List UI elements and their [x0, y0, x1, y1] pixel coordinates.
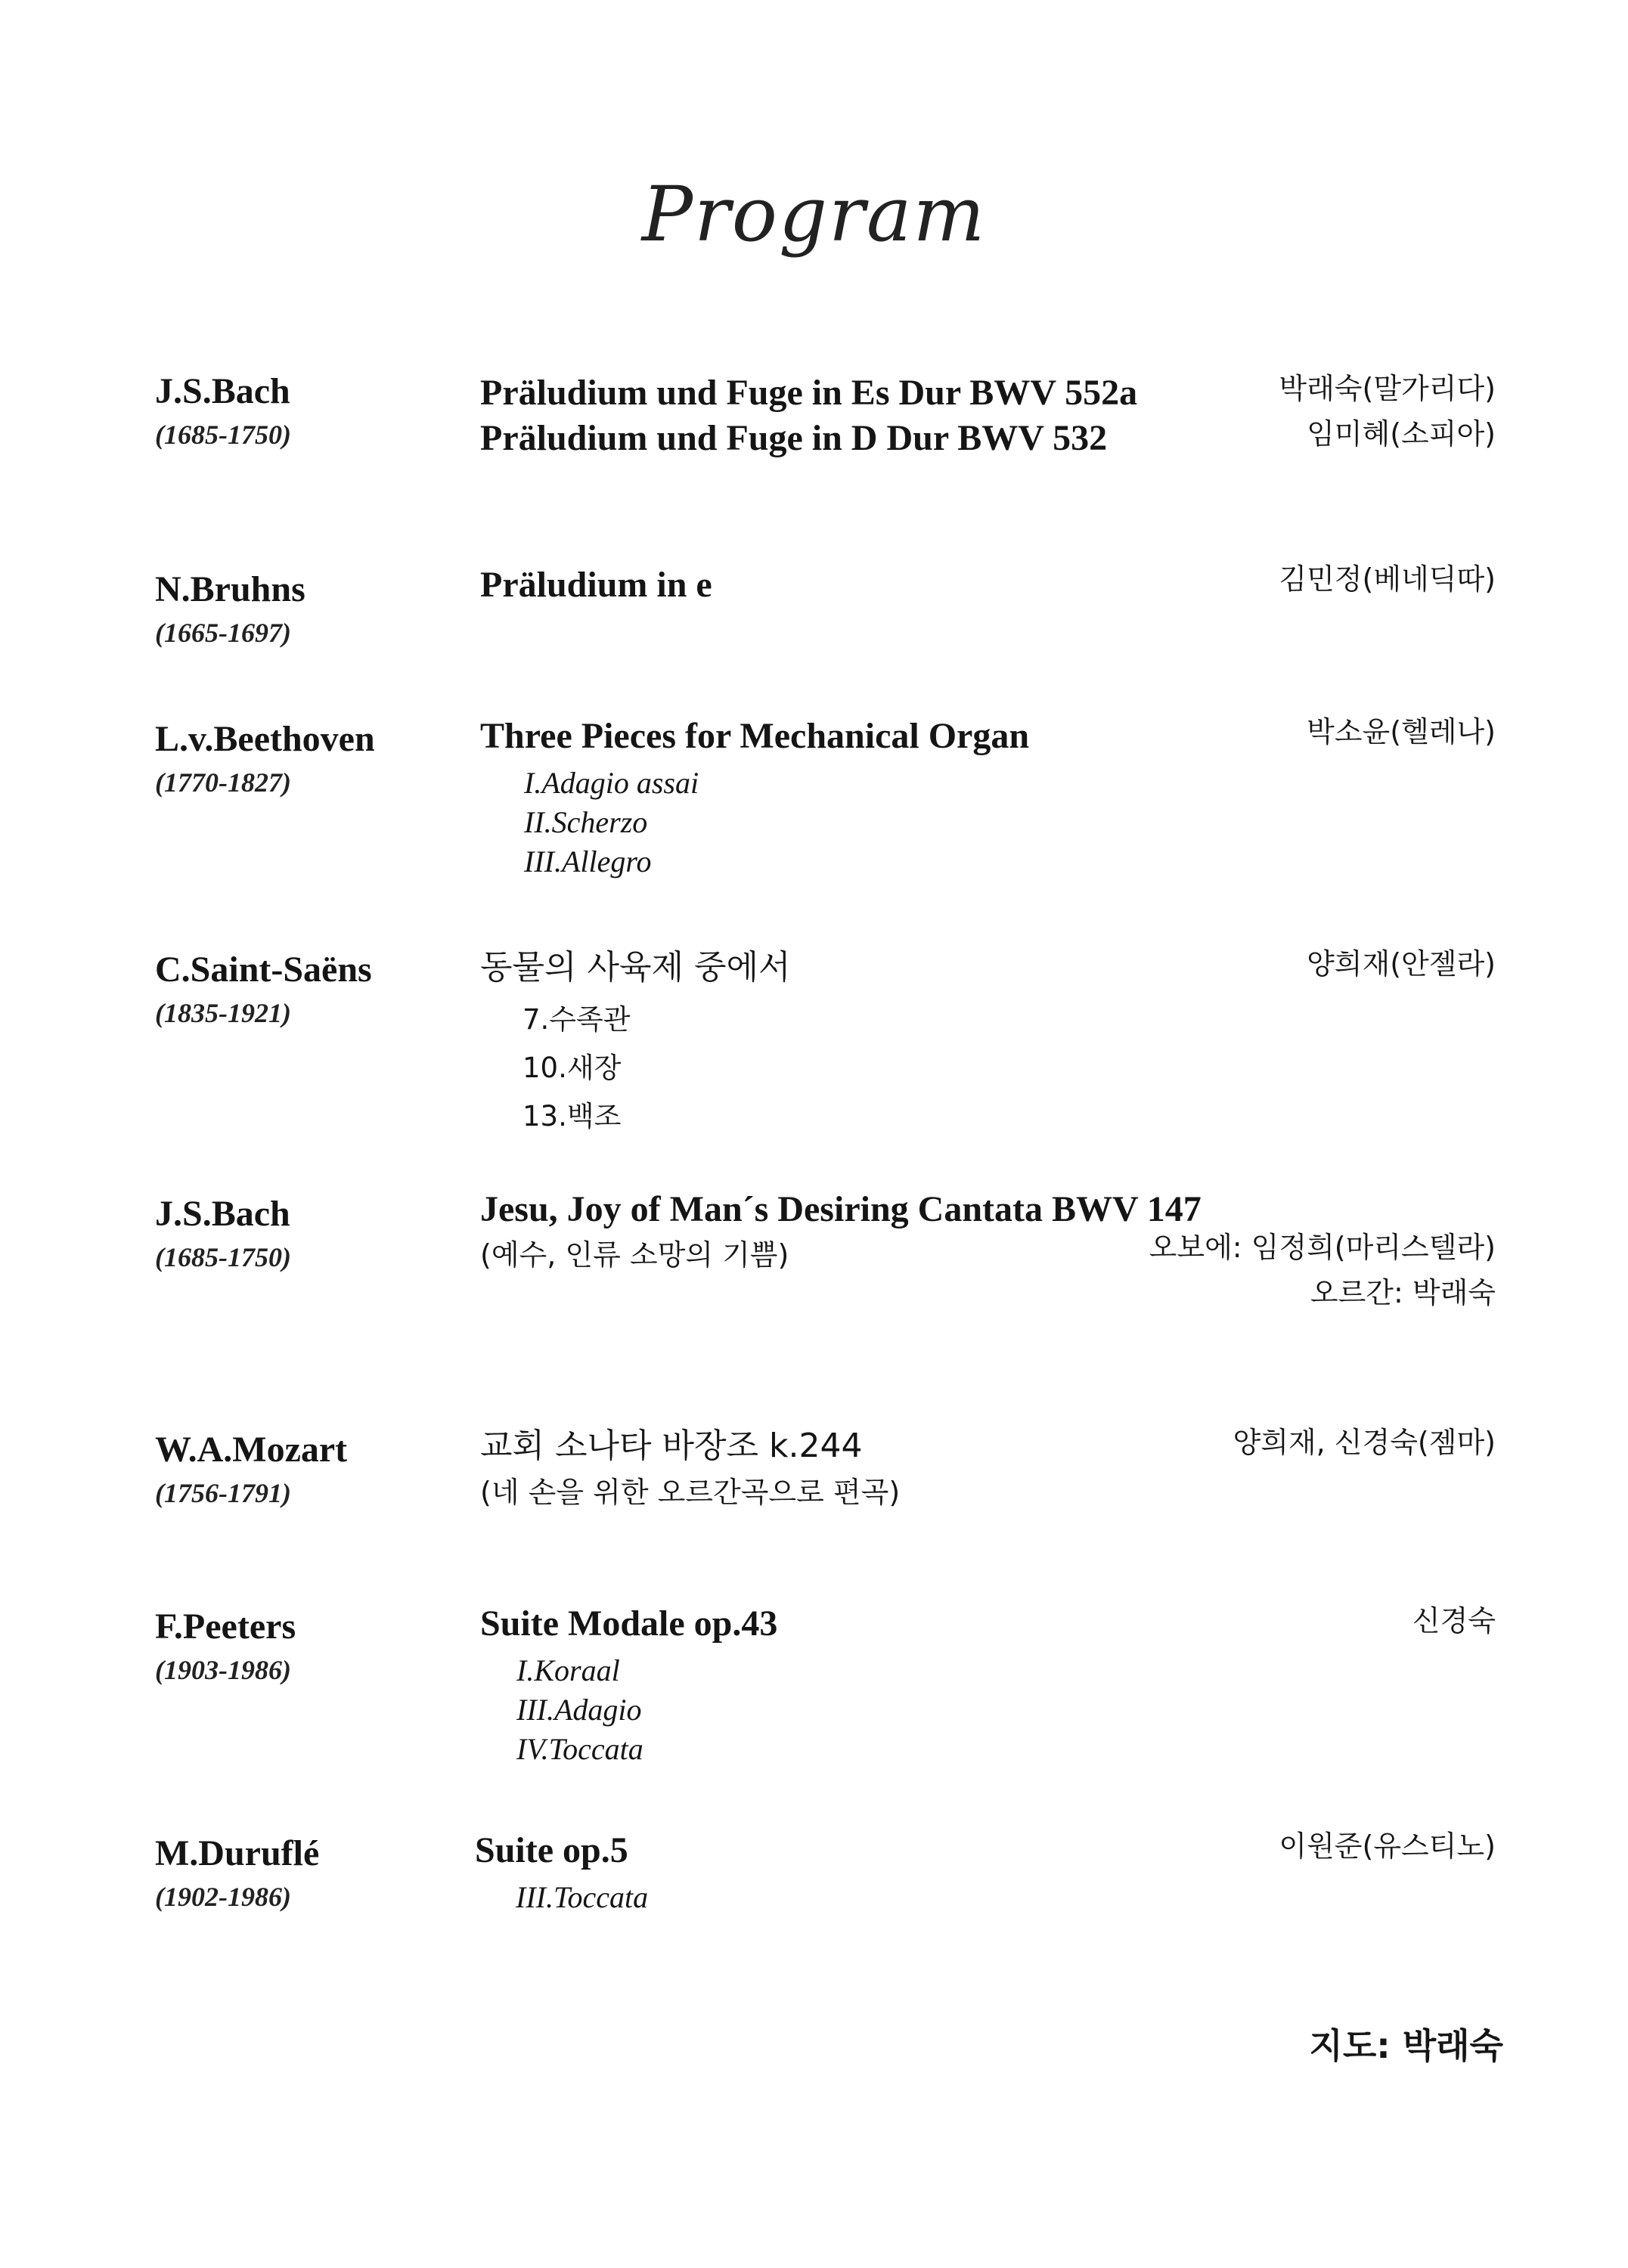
work-list [480, 1423, 900, 1515]
work-list [475, 1828, 648, 1917]
movement: 13.백조 [523, 1100, 622, 1132]
work-title: Präludium und Fuge in D Dur BWV 532 [480, 418, 1108, 458]
composer-years: (1835-1921) [155, 998, 291, 1028]
composer-years: (1685-1750) [155, 420, 291, 450]
program-title: Program [641, 170, 987, 259]
composer-years: (1902-1986) [155, 1882, 291, 1912]
performer-list [1279, 1823, 1496, 1869]
composer-years: (1685-1750) [155, 1242, 291, 1272]
work-title: 교회 소나타 바장조 k.244 [480, 1427, 863, 1465]
movement: III.Toccata [516, 1880, 649, 1914]
work-list [480, 1187, 1202, 1278]
movement: 7.수족관 [523, 1003, 631, 1036]
performer-list [1279, 366, 1496, 457]
movement-list [523, 996, 791, 1141]
performer: 양희재(안젤라) [1307, 947, 1496, 981]
performer-list [1279, 556, 1496, 602]
performer-credits [1149, 1225, 1496, 1315]
work-title: Three Pieces for Mechanical Organ [480, 716, 1030, 756]
composer-years: (1903-1986) [155, 1655, 291, 1685]
performer: 김민정(베네딕따) [1279, 562, 1496, 596]
performer: 오르간: 박래숙 [1310, 1276, 1496, 1309]
performer-list [1307, 709, 1496, 754]
movement: 10.새장 [523, 1052, 622, 1084]
work-list [480, 944, 791, 1141]
composer-name: N.Bruhns [155, 569, 305, 609]
movement: III.Adagio [516, 1693, 642, 1727]
composer-name: M.Duruflé [155, 1833, 320, 1873]
performer-list [1233, 1420, 1496, 1465]
composer-years: (1756-1791) [155, 1478, 291, 1508]
performer-list [1307, 941, 1496, 987]
composer-years: (1665-1697) [155, 618, 291, 648]
composer-name: C.Saint-Saëns [155, 950, 372, 990]
movement: IV.Toccata [516, 1732, 643, 1766]
movement: I.Koraal [516, 1653, 620, 1687]
composer-name: F.Peeters [155, 1606, 296, 1647]
work-title: Jesu, Joy of Man´s Desiring Cantata BWV 147 [480, 1189, 1202, 1229]
composer-years: (1770-1827) [155, 767, 291, 798]
performer: 임미혜(소피아) [1307, 417, 1496, 451]
work-title: Suite op.5 [475, 1830, 628, 1870]
performer-list [1412, 1598, 1496, 1644]
work-list [480, 562, 712, 608]
work-list [480, 714, 1029, 881]
work-list [480, 1601, 777, 1769]
composer-name: J.S.Bach [155, 371, 290, 411]
work-list [480, 370, 1137, 461]
performer: 이원준(유스티노) [1279, 1830, 1496, 1863]
movement-list [516, 1878, 648, 1917]
movement: II.Scherzo [524, 805, 648, 839]
composer-name: J.S.Bach [155, 1194, 290, 1234]
work-title: Präludium in e [480, 565, 712, 605]
work-title: Präludium und Fuge in Es Dur BWV 552a [480, 373, 1138, 413]
work-title: 동물의 사육제 중에서 [480, 948, 791, 987]
performer: 오보에: 임정희(마리스텔라) [1149, 1231, 1496, 1264]
movement: I.Adagio assai [524, 766, 699, 800]
movement-list [524, 764, 1029, 881]
composer-name: W.A.Mozart [155, 1430, 348, 1470]
performer: 신경숙 [1412, 1604, 1496, 1637]
work-title: Suite Modale op.43 [480, 1603, 778, 1644]
composer-name: L.v.Beethoven [155, 719, 375, 759]
movement-list [516, 1651, 777, 1769]
movement: III.Allegro [524, 844, 652, 878]
performer: 박소윤(헬레나) [1307, 715, 1496, 748]
director-credit: 지도: 박래숙 [1309, 2025, 1503, 2066]
work-subtitle: (예수, 인류 소망의 기쁨) [480, 1238, 789, 1272]
work-subtitle: (네 손을 위한 오르간곡으로 편곡) [480, 1476, 901, 1509]
performer: 박래숙(말가리다) [1279, 372, 1496, 405]
performer: 양희재, 신경숙(젬마) [1233, 1426, 1496, 1459]
